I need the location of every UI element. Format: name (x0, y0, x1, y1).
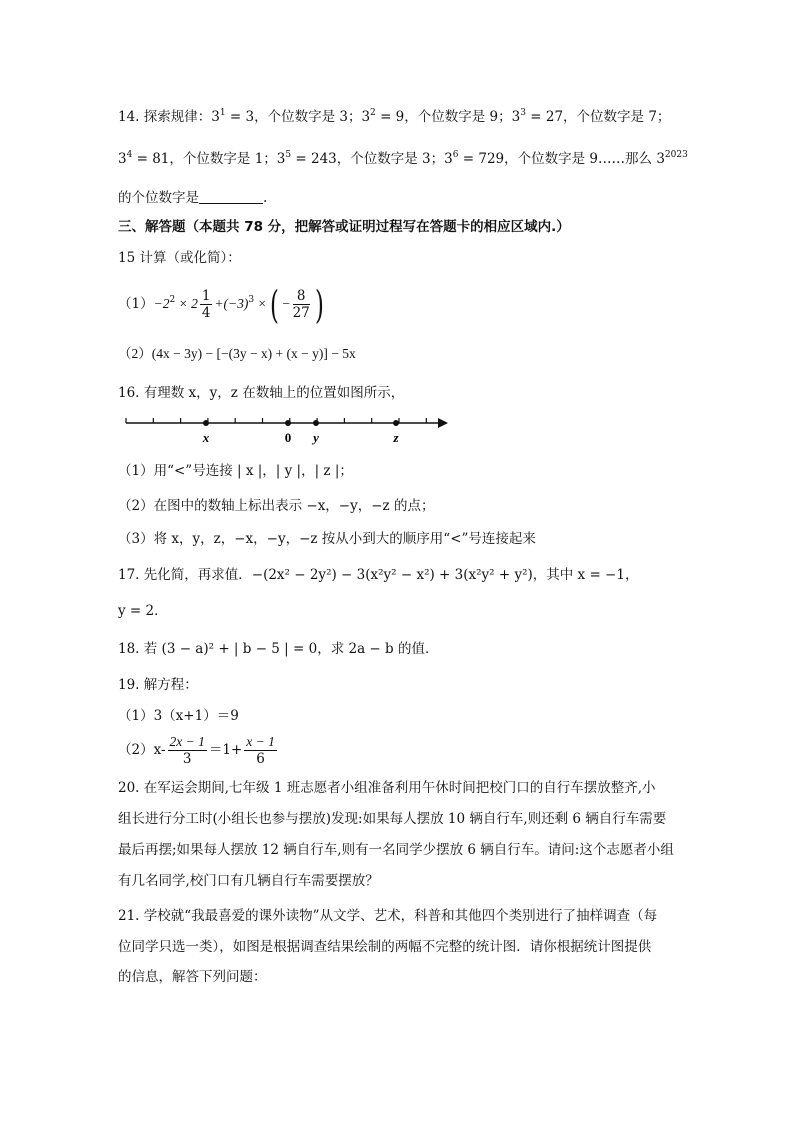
axis-arrow (438, 418, 448, 428)
q14-line1: 14. 探索规律：$3^1 = 3$，个位数字是 3；$3^2 = 9$，个位数字是 9；$3^3 = 27$，个位数字是 7； (118, 108, 671, 125)
q18: 18. 若 (3 − a)² + | b − 5 | = 0，求 2a − b 的值． (118, 641, 439, 657)
q19-part1: （1）3（x+1）＝9 (118, 708, 239, 724)
q19-title: 19. 解方程： (118, 677, 198, 693)
q20-line: 组长进行分工时(小组长也参与摆放)发现:如果每人摆放 10 辆自行车,则还剩 6 辆自行车需要 (118, 811, 667, 827)
q20-line: 有几名同学,校门口有几辆自行车需要摆放？ (118, 873, 379, 889)
q21-line: 的信息，解答下列问题： (118, 969, 267, 985)
q15-part2: （2）(4x − 3y) − [−(3y − x) + (x − y)] − 5x (118, 346, 356, 361)
q16-part2: （2）在图中的数轴上标出表示 −x，−y，−z 的点； (118, 498, 435, 514)
point-0 (285, 420, 291, 426)
label-0: 0 (284, 430, 292, 445)
point-x (203, 420, 209, 426)
answer-blank[interactable] (199, 191, 263, 204)
q20-line: 最后再摆;如果每人摆放 12 辆自行车,则有一名同学少摆放 6 辆自行车。请问:这个志愿者小组 (118, 842, 674, 858)
point-y (313, 420, 319, 426)
q14-line2: $3^4 = 81$，个位数字是 1；$3^5 = 243$，个位数字是 3；$3^6 = 729$，个位数字是 9……那么 $3^{2023}$ (118, 150, 688, 167)
q15-title: 15 计算（或化简）： (118, 250, 241, 266)
q14-line3: 的个位数字是 . (118, 190, 268, 206)
q19-part2: （2）x- $\frac{2x - 1}{3}$ ＝1+ $\frac{x - 1}{6}$ (118, 734, 275, 767)
q15-part1: $(1)-2^2 \times 2$ $\frac{1}{4}$ $+(-3)^3$ ×( − $\frac{8}{27}$ ) (118, 282, 324, 327)
q21-line: 21. 学校就“我最喜爱的课外读物”从文学、艺术，科普和其他四个类别进行了抽样调查（每 (118, 908, 658, 924)
q16-part3: （3）将 x，y，z，−x，−y，−z 按从小到大的顺序用“<”号连接起来 (118, 531, 536, 547)
q16-part1: （1）用“<”号连接 | x |，| y |，| z |； (118, 463, 353, 479)
section-heading: 三、解答题（本题共 78 分，把解答或证明过程写在答题卡的相应区域内.） (118, 219, 570, 235)
label-x: x (202, 430, 210, 445)
q17-line2: y = 2． (118, 603, 168, 619)
q17-line1: 17. 先化简，再求值．−(2x² − 2y²) − 3(x²y² − x²) + 3(x²y² + y²)，其中 x = −1， (118, 567, 639, 583)
label-y: y (313, 430, 319, 445)
q20-line: 20. 在军运会期间,七年级 1 班志愿者小组准备利用午休时间把校门口的自行车摆放整齐,小 (118, 780, 656, 796)
q21-line: 位同学只选一类），如图是根据调查结果绘制的两幅不完整的统计图．请你根据统计图提供 (118, 939, 652, 955)
number-line (118, 412, 458, 446)
label-z: z (393, 430, 399, 445)
q16-title: 16. 有理数 x，y，z 在数轴上的位置如图所示， (118, 385, 405, 401)
point-z (393, 420, 399, 426)
